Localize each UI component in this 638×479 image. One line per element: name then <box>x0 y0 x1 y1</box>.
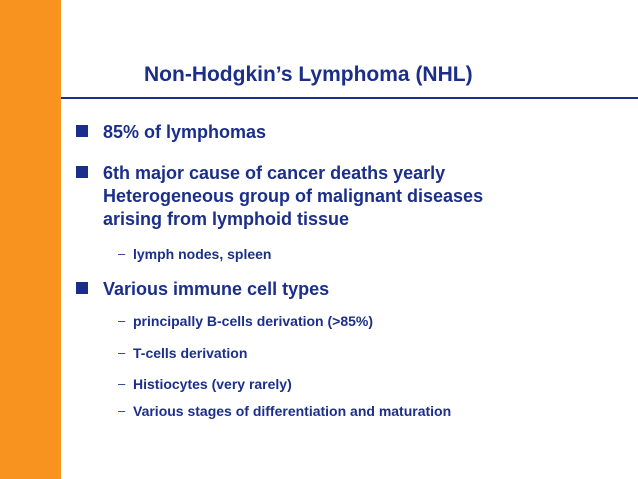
sub-bullet-text: lymph nodes, spleen <box>133 246 272 262</box>
bullet-square-icon <box>76 125 88 137</box>
bullet-text: 85% of lymphomas <box>103 122 267 142</box>
left-accent-bar <box>0 0 61 479</box>
bullet-square-icon <box>76 166 88 178</box>
bullet-text: Various immune cell types <box>103 279 330 299</box>
slide-title: Non-Hodgkin’s Lymphoma (NHL) <box>144 63 473 86</box>
sub-bullet-text: T-cells derivation <box>133 345 248 361</box>
bullet-text-continuation: Heterogeneous group of malignant diseases <box>103 186 484 206</box>
sub-bullet-dash-icon: – <box>118 246 126 261</box>
bullet-square-icon <box>76 282 88 294</box>
bullet-text-continuation: arising from lymphoid tissue <box>103 209 350 229</box>
sub-bullet-dash-icon: – <box>118 313 126 328</box>
sub-bullet-text: Various stages of differentiation and maturation <box>133 403 452 419</box>
sub-bullet-text: principally B-cells derivation (>85%) <box>133 313 374 329</box>
sub-bullet-dash-icon: – <box>118 345 126 360</box>
sub-bullet-text: Histiocytes (very rarely) <box>133 376 292 392</box>
bullet-text: 6th major cause of cancer deaths yearly <box>103 163 446 183</box>
sub-bullet-dash-icon: – <box>118 403 126 418</box>
sub-bullet-dash-icon: – <box>118 376 126 391</box>
title-divider <box>61 97 638 99</box>
